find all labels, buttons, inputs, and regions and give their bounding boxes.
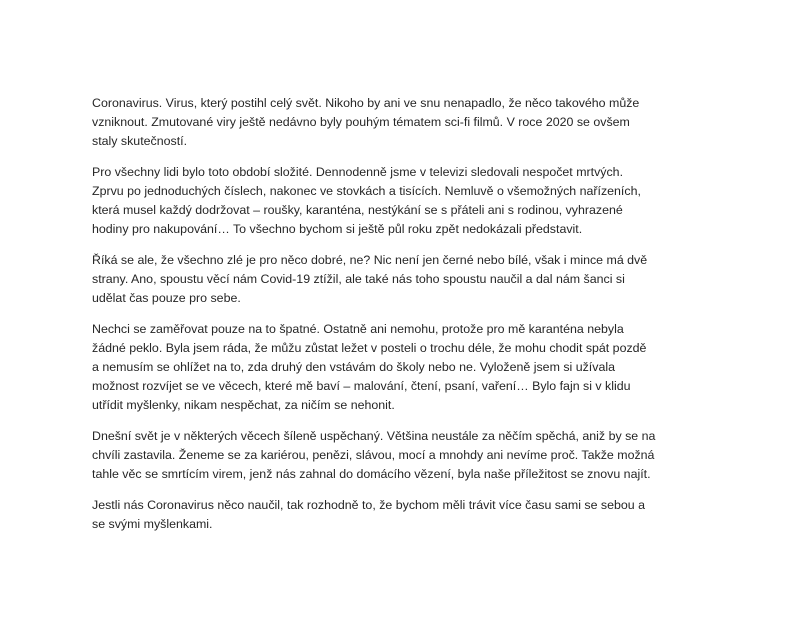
text-line: hodiny pro nakupování… To všechno bychom si ještě půl roku zpět nedokázali představit. bbox=[92, 222, 583, 236]
text-line: staly skutečností. bbox=[92, 134, 188, 148]
paragraph-1 bbox=[92, 94, 702, 151]
text-line: utřídit myšlenky, nikam nespěchat, za ničím se nehonit. bbox=[92, 398, 395, 412]
text-line: tahle věc se smrtícím virem, jenž nás zahnal do domácího vězení, byla naše příležitost se znovu najít. bbox=[92, 467, 651, 481]
text-line: Jestli nás Coronavirus něco naučil, tak rozhodně to, že bychom měli trávit více času sami se sebou a bbox=[92, 498, 646, 512]
paragraph-4 bbox=[92, 320, 702, 415]
text-line: Říká se ale, že všechno zlé je pro něco dobré, ne? Nic není jen černé nebo bílé, však i mince má dvě bbox=[92, 253, 648, 267]
text-line: a nemusím se ohlížet na to, zda druhý den vstávám do školy nebo ne. Vyloženě jsem si užívala bbox=[92, 360, 615, 374]
text-line: Coronavirus. Virus, který postihl celý svět. Nikoho by ani ve snu nenapadlo, že něco takového může bbox=[92, 96, 640, 110]
paragraph-6 bbox=[92, 496, 702, 534]
text-line: Dnešní svět je v některých věcech šíleně uspěchaný. Většina neustále za něčím spěchá, aniž by se na bbox=[92, 429, 656, 443]
text-line: která musel každý dodržovat – roušky, karanténa, nestýkání se s přáteli ani s rodinou, vyhrazené bbox=[92, 203, 623, 217]
paragraph-3 bbox=[92, 251, 702, 308]
text-line: žádné peklo. Byla jsem ráda, že můžu zůstat ležet v posteli o trochu déle, že mohu chodit spát pozdě bbox=[92, 341, 647, 355]
text-line: vzniknout. Zmutované viry ještě nedávno byly pouhým tématem sci-fi filmů. V roce 2020 se ovšem bbox=[92, 115, 630, 129]
text-line: chvíli zastavila. Ženeme se za kariérou, penězi, slávou, mocí a mnohdy ani nevíme proč. Takže možná bbox=[92, 448, 655, 462]
document-body[interactable] bbox=[92, 94, 702, 546]
paragraph-5 bbox=[92, 427, 702, 484]
paragraph-2 bbox=[92, 163, 702, 239]
text-line: možnost rozvíjet se ve věcech, které mě baví – malování, čtení, psaní, vaření… Bylo fajn si v klidu bbox=[92, 379, 631, 393]
text-line: Zprvu po jednoduchých číslech, nakonec ve stovkách a tisících. Nemluvě o všemožných nařízeních, bbox=[92, 184, 641, 198]
text-line: udělat čas pouze pro sebe. bbox=[92, 291, 241, 305]
text-line: strany. Ano, spoustu věcí nám Covid-19 ztížil, ale také nás toho spoustu naučil a dal nám šanci si bbox=[92, 272, 625, 286]
text-line: Pro všechny lidi bylo toto období složité. Dennodenně jsme v televizi sledovali nespočet mrtvých. bbox=[92, 165, 624, 179]
text-line: Nechci se zaměřovat pouze na to špatné. Ostatně ani nemohu, protože pro mě karanténa nebyla bbox=[92, 322, 624, 336]
text-line: se svými myšlenkami. bbox=[92, 517, 213, 531]
